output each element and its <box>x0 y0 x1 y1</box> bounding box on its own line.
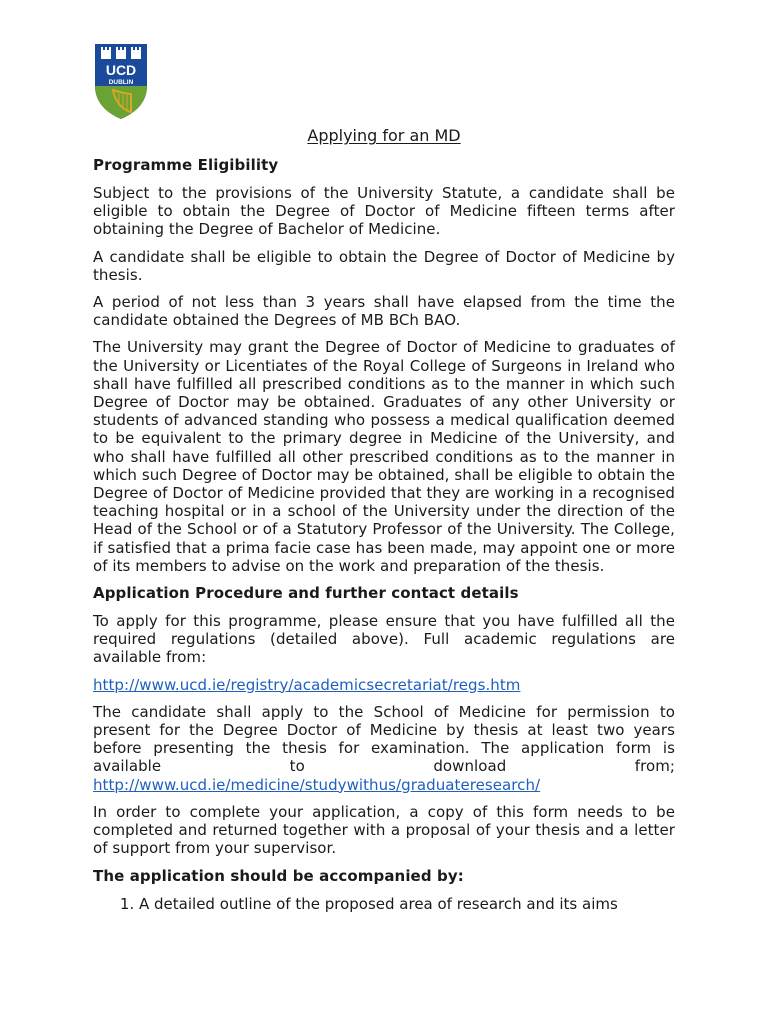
list-item: 1. A detailed outline of the proposed area of research and its aims <box>139 895 675 913</box>
eligibility-paragraph-1: Subject to the provisions of the University Statute, a candidate shall be eligible to obtain the Degree of Doctor of Medicine fifteen terms after obtaining the Degree of Bachelor of Medicine. <box>93 184 675 239</box>
eligibility-paragraph-4: The University may grant the Degree of Doctor of Medicine to graduates of the University or Licentiates of the Royal College of Surgeons in Ireland who shall have fulfilled all prescribed conditions as to the manner in which such Degree of Doctor may be obtained. Graduates of any other University or students of advanced standing who possess a medical qualification deemed to be equivalent to the primary degree in Medicine of the University, and who shall have fulfilled all other prescribed conditions as to the manner in which such Degree of Doctor may be obtained, shall be eligible to obtain the Degree of Doctor of Medicine provided that they are working in a recognised teaching hospital or in a school of the University under the direction of the Head of the School or of a Statutory Professor of the University. The College, if satisfied that a prima facie case has been made, may appoint one or more of its members to advise on the work and preparation of the thesis. <box>93 338 675 575</box>
requirements-list <box>93 895 675 913</box>
application-paragraph-1: To apply for this programme, please ensure that you have fulfilled all the required regulations (detailed above). Full academic regulations are available from: <box>93 612 675 667</box>
ucd-logo <box>93 42 149 120</box>
eligibility-paragraph-2: A candidate shall be eligible to obtain the Degree of Doctor of Medicine by thesis. <box>93 247 675 284</box>
eligibility-paragraph-3: A period of not less than 3 years shall have elapsed from the time the candidate obtained the Degrees of MB BCh BAO. <box>93 293 675 330</box>
regulations-link-paragraph <box>93 676 675 694</box>
graduate-research-link[interactable]: http://www.ucd.ie/medicine/studywithus/graduateresearch/ <box>93 775 541 794</box>
eligibility-heading: Programme Eligibility <box>93 156 279 174</box>
accompanied-heading: The application should be accompanied by: <box>93 866 464 885</box>
logo-dublin-text: DUBLIN <box>108 79 134 86</box>
logo-ucd-text: UCD <box>105 62 137 78</box>
regulations-link[interactable]: http://www.ucd.ie/registry/academicsecretariat/regs.htm <box>93 675 521 694</box>
application-paragraph-2-text: The candidate shall apply to the School of Medicine for permission to present for the Degree Doctor of Medicine by thesis at least two years before presenting the thesis for examination. The application form is available to download from; <box>93 702 675 776</box>
ucd-crest-icon <box>93 42 149 120</box>
document-body <box>93 156 675 913</box>
page-title: Applying for an MD <box>307 126 461 145</box>
application-paragraph-3: In order to complete your application, a copy of this form needs to be completed and returned together with a proposal of your thesis and a letter of support from your supervisor. <box>93 802 675 858</box>
application-heading: Application Procedure and further contact details <box>93 584 519 603</box>
application-paragraph-2 <box>93 703 675 794</box>
